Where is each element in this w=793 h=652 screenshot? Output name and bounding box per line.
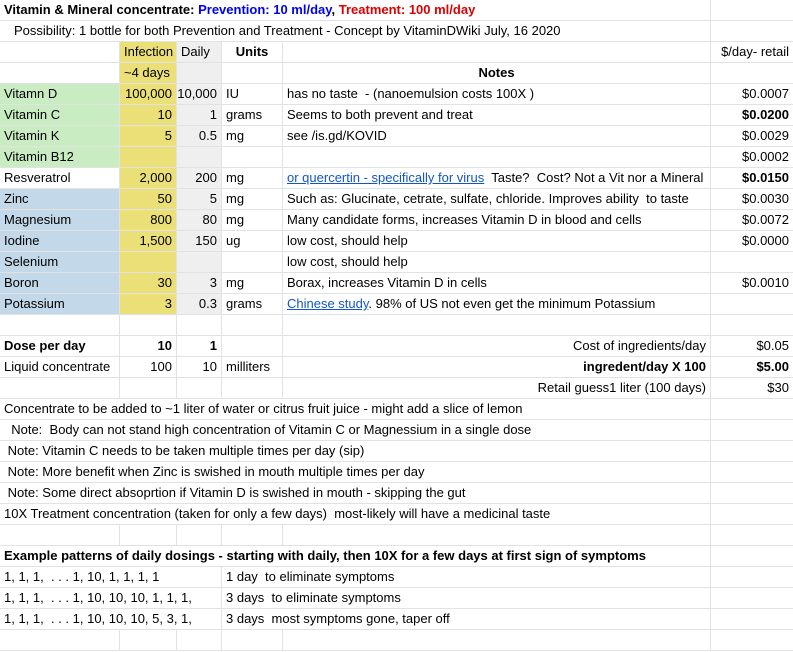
infection-value: 10 xyxy=(120,105,177,125)
infection-value: 10 xyxy=(120,336,177,356)
empty-cell xyxy=(711,420,793,440)
note-cell xyxy=(283,252,711,272)
daily-value xyxy=(177,147,222,167)
note-cell xyxy=(283,273,711,293)
empty-cell xyxy=(177,378,222,398)
empty-cell xyxy=(283,315,711,335)
ingredient-name: Vitamin B12 xyxy=(0,147,120,167)
ingredient-x100-value: $5.00 xyxy=(756,359,789,374)
empty-cell xyxy=(283,42,711,62)
empty-cell xyxy=(0,42,120,62)
empty-cell xyxy=(711,399,793,419)
infection-value: 50 xyxy=(120,189,177,209)
note-text: Taste? Cost? Not a Vit nor a Mineral xyxy=(484,170,704,185)
note-cell xyxy=(283,105,711,125)
col-header-daily: Daily xyxy=(177,42,222,62)
table-row-potassium xyxy=(0,294,793,315)
empty-cell xyxy=(711,546,793,566)
unit-value xyxy=(222,147,283,167)
note-cell xyxy=(283,231,711,251)
price-value: $0.0010 xyxy=(742,275,789,290)
note-text: see /is.gd/KOVID xyxy=(287,128,387,143)
table-row-magnesium xyxy=(0,210,793,231)
empty-cell xyxy=(177,525,222,545)
col-header-units: Units xyxy=(222,42,283,62)
price-value: $0.0150 xyxy=(742,170,789,185)
ingredient-name: Resveratrol xyxy=(0,168,120,188)
empty-cell xyxy=(711,315,793,335)
note-text: Many candidate forms, increases Vitamin D in blood and cells xyxy=(287,212,642,227)
infection-duration: ~4 days xyxy=(120,63,177,83)
price-value: $0.0029 xyxy=(742,128,789,143)
empty-cell xyxy=(711,441,793,461)
empty-cell xyxy=(711,21,793,41)
price-value: $0.0007 xyxy=(742,86,789,101)
empty-cell xyxy=(0,630,120,650)
empty-cell xyxy=(222,630,283,650)
note-cell xyxy=(283,147,711,167)
unit-value: mg xyxy=(222,168,283,188)
unit-value: mg xyxy=(222,189,283,209)
dosing-pattern: 1, 1, 1, . . . 1, 10, 10, 10, 1, 1, 1, xyxy=(0,588,222,608)
infection-value xyxy=(120,147,177,167)
footnote-row xyxy=(0,399,793,420)
dose-per-day-row xyxy=(0,336,793,357)
dosing-description: 1 day to eliminate symptoms xyxy=(222,567,711,587)
patterns-header: Example patterns of daily dosings - starting with daily, then 10X for a few days at first sign of symptoms xyxy=(0,546,711,566)
chinese-study-link[interactable]: Chinese study xyxy=(287,296,369,311)
unit-value: ug xyxy=(222,231,283,251)
note-cell xyxy=(283,294,711,314)
ingredient-name: Zinc xyxy=(0,189,120,209)
empty-cell xyxy=(711,630,793,650)
note-text: Seems to both prevent and treat xyxy=(287,107,473,122)
page-title xyxy=(0,0,711,20)
row-label: Dose per day xyxy=(0,336,120,356)
empty-row xyxy=(0,630,793,651)
footnote: Note: More benefit when Zinc is swished in mouth multiple times per day xyxy=(0,462,711,482)
patterns-header-row xyxy=(0,546,793,567)
footnote: Note: Some direct absoprtion if Vitamin D is swished in mouth - skipping the gut xyxy=(0,483,711,503)
infection-value: 1,500 xyxy=(120,231,177,251)
cost-of-ingredients-label: Cost of ingredients/day xyxy=(283,336,711,356)
daily-value: 3 xyxy=(177,273,222,293)
note-text: Such as: Glucinate, cetrate, sulfate, chloride. Improves ability to taste xyxy=(287,191,689,206)
header-row-2 xyxy=(0,63,793,84)
daily-value: 150 xyxy=(177,231,222,251)
note-cell xyxy=(283,189,711,209)
unit-value: mg xyxy=(222,273,283,293)
cost-of-ingredients-value: $0.05 xyxy=(756,338,789,353)
empty-cell xyxy=(711,588,793,608)
table-row-vitamin-d xyxy=(0,84,793,105)
infection-value: 100,000 xyxy=(120,84,177,104)
daily-value: 0.5 xyxy=(177,126,222,146)
daily-value: 200 xyxy=(177,168,222,188)
ingredient-name: Boron xyxy=(0,273,120,293)
price-value: $0.0000 xyxy=(742,233,789,248)
footnote: Concentrate to be added to ~1 liter of water or citrus fruit juice - might add a slice of lemon xyxy=(0,399,711,419)
empty-cell xyxy=(177,630,222,650)
empty-cell xyxy=(222,336,283,356)
price-value: $0.0200 xyxy=(742,107,789,122)
price-value: $0.0072 xyxy=(742,212,789,227)
empty-cell xyxy=(177,63,222,83)
empty-cell xyxy=(0,315,120,335)
table-row-resveratrol xyxy=(0,168,793,189)
empty-row xyxy=(0,315,793,336)
ingredient-x100-label: ingredent/day X 100 xyxy=(283,357,711,377)
subtitle: Possibility: 1 bottle for both Prevention and Treatment - Concept by VitaminDWiki July, 16 2020 xyxy=(0,21,711,41)
daily-value: 0.3 xyxy=(177,294,222,314)
table-row-selenium xyxy=(0,252,793,273)
empty-cell xyxy=(0,378,120,398)
ingredient-name: Vitamin C xyxy=(0,105,120,125)
pattern-row xyxy=(0,609,793,630)
footnote: Note: Vitamin C needs to be taken multiple times per day (sip) xyxy=(0,441,711,461)
empty-cell xyxy=(222,63,283,83)
ingredient-name: Magnesium xyxy=(0,210,120,230)
empty-cell xyxy=(711,609,793,629)
note-text: Borax, increases Vitamin D in cells xyxy=(287,275,487,290)
empty-cell xyxy=(120,315,177,335)
pattern-row xyxy=(0,567,793,588)
daily-value: 80 xyxy=(177,210,222,230)
footnote-row xyxy=(0,504,793,525)
table-row-iodine xyxy=(0,231,793,252)
footnote: Note: Body can not stand high concentration of Vitamin C or Magnessium in a single dose xyxy=(0,420,711,440)
title-row xyxy=(0,0,793,21)
empty-row xyxy=(0,525,793,546)
col-header-retail: $/day- retail xyxy=(721,44,789,59)
empty-cell xyxy=(711,483,793,503)
table-row-zinc xyxy=(0,189,793,210)
infection-value: 2,000 xyxy=(120,168,177,188)
title-separator: , xyxy=(331,2,339,17)
note-cell xyxy=(283,126,711,146)
empty-cell xyxy=(120,630,177,650)
price-value xyxy=(711,294,793,314)
note-text: low cost, should help xyxy=(287,233,408,248)
price-value xyxy=(711,252,793,272)
subtitle-row xyxy=(0,21,793,42)
daily-value: 1 xyxy=(177,336,222,356)
treatment-dose: Treatment: 100 ml/day xyxy=(338,2,476,17)
footnote-row xyxy=(0,420,793,441)
row-label: Liquid concentrate xyxy=(0,357,120,377)
note-cell xyxy=(283,84,711,104)
unit-value xyxy=(222,252,283,272)
title-label: Vitamin & Mineral concentrate: xyxy=(4,2,199,17)
dosing-description: 3 days to eliminate symptoms xyxy=(222,588,711,608)
prevention-dose: Prevention: 10 ml/day xyxy=(198,2,332,17)
header-row-1 xyxy=(0,42,793,63)
daily-value: 5 xyxy=(177,189,222,209)
table-row-vitamin-k xyxy=(0,126,793,147)
footnote-row xyxy=(0,462,793,483)
daily-value xyxy=(177,252,222,272)
col-header-infection: Infection xyxy=(120,42,177,62)
note-cell xyxy=(283,168,711,188)
col-header-notes: Notes xyxy=(283,63,711,83)
infection-value xyxy=(120,252,177,272)
daily-value: 1 xyxy=(177,105,222,125)
empty-cell xyxy=(222,315,283,335)
infection-value: 100 xyxy=(120,357,177,377)
retail-guess-value: $30 xyxy=(767,380,789,395)
unit-value: mg xyxy=(222,210,283,230)
ingredient-name: Vitamin K xyxy=(0,126,120,146)
empty-cell xyxy=(0,63,120,83)
ingredient-name: Vitamn D xyxy=(0,84,120,104)
note-text: low cost, should help xyxy=(287,254,408,269)
infection-value: 800 xyxy=(120,210,177,230)
unit-value: milliters xyxy=(222,357,283,377)
empty-cell xyxy=(711,462,793,482)
liquid-concentrate-row xyxy=(0,357,793,378)
footnote-row xyxy=(0,441,793,462)
note-cell xyxy=(283,210,711,230)
retail-guess-label: Retail guess1 liter (100 days) xyxy=(283,378,711,398)
empty-cell xyxy=(711,525,793,545)
price-value: $0.0030 xyxy=(742,191,789,206)
empty-cell xyxy=(711,504,793,524)
empty-cell xyxy=(120,525,177,545)
empty-cell xyxy=(120,378,177,398)
ingredient-name: Iodine xyxy=(0,231,120,251)
table-row-vitamin-c xyxy=(0,105,793,126)
unit-value: grams xyxy=(222,294,283,314)
empty-cell xyxy=(711,0,793,20)
unit-value: IU xyxy=(222,84,283,104)
unit-value: grams xyxy=(222,105,283,125)
dosing-pattern: 1, 1, 1, . . . 1, 10, 10, 10, 5, 3, 1, xyxy=(0,609,222,629)
footnote: 10X Treatment concentration (taken for only a few days) most-likely will have a medicinal taste xyxy=(0,504,711,524)
ingredient-name: Potassium xyxy=(0,294,120,314)
footnote-row xyxy=(0,483,793,504)
empty-cell xyxy=(711,567,793,587)
empty-cell xyxy=(177,315,222,335)
dosing-pattern: 1, 1, 1, . . . 1, 10, 1, 1, 1, 1 xyxy=(0,567,222,587)
empty-cell xyxy=(711,63,793,83)
daily-value: 10,000 xyxy=(177,84,222,104)
empty-cell xyxy=(0,525,120,545)
quercertin-link[interactable]: or quercertin - specifically for virus xyxy=(287,170,485,185)
empty-cell xyxy=(283,525,711,545)
pattern-row xyxy=(0,588,793,609)
daily-value: 10 xyxy=(177,357,222,377)
note-text: . 98% of US not even get the minimum Potassium xyxy=(368,296,656,311)
dosing-description: 3 days most symptoms gone, taper off xyxy=(222,609,711,629)
unit-value: mg xyxy=(222,126,283,146)
note-text: has no taste - (nanoemulsion costs 100X ) xyxy=(287,86,535,101)
ingredient-name: Selenium xyxy=(0,252,120,272)
infection-value: 30 xyxy=(120,273,177,293)
empty-cell xyxy=(222,525,283,545)
infection-value: 5 xyxy=(120,126,177,146)
empty-cell xyxy=(283,630,711,650)
infection-value: 3 xyxy=(120,294,177,314)
table-row-boron xyxy=(0,273,793,294)
retail-guess-row xyxy=(0,378,793,399)
table-row-vitamin-b12 xyxy=(0,147,793,168)
price-value: $0.0002 xyxy=(742,149,789,164)
empty-cell xyxy=(222,378,283,398)
